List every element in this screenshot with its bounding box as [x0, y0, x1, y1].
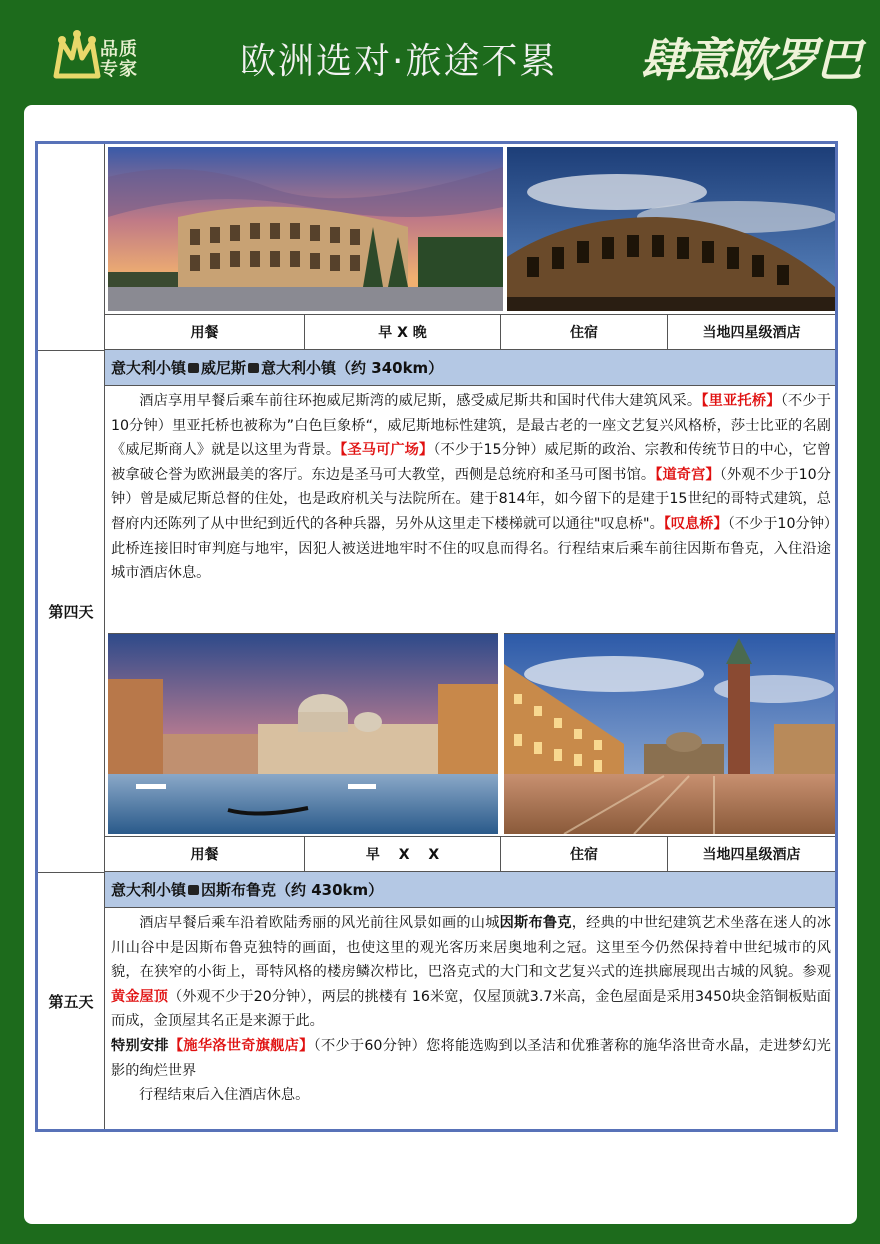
route-stop: 威尼斯 [201, 359, 247, 377]
colosseum-cloudy-photo [507, 147, 835, 311]
itinerary-table [35, 141, 838, 1132]
day3-label-cell [38, 144, 105, 350]
venice-canal-photo [108, 633, 498, 834]
meal-label: 用餐 [105, 837, 305, 871]
stay-label: 住宿 [501, 315, 668, 349]
meal-value: 早 X X [305, 837, 501, 871]
bus-icon [188, 363, 199, 373]
brand-title: 肆意欧罗巴 [640, 33, 860, 87]
route-stop: 意大利小镇 [111, 359, 187, 377]
highlight-innsbruck: 因斯布鲁克 [499, 915, 572, 931]
day4-bottom-meal-row [105, 836, 835, 872]
logo-line1: 品质 [100, 39, 138, 60]
logo-line2: 专家 [100, 59, 138, 80]
highlight-golden-roof: 黄金屋顶 [111, 988, 169, 1005]
route-stop: 意大利小镇（约 340km） [261, 359, 444, 377]
stay-value: 当地四星级酒店 [702, 325, 801, 341]
meal-value: 早 X 晚 [305, 315, 501, 349]
slogan: 欧洲选对·旅途不累 [240, 41, 558, 82]
logo-text [100, 40, 138, 80]
crown-logo-icon [52, 28, 102, 84]
special-arrangement-label: 特别安排 [111, 1037, 169, 1054]
highlight-doge-palace: 【道奇宫】 [655, 466, 720, 483]
day5-description: 酒店早餐后乘车沿着欧陆秀丽的风光前往风景如画的山城因斯布鲁克，经典的中世纪建筑艺术坐落在迷人的冰川山谷中是因斯布鲁克独特的画面，也使这里的观光客历来居奥地利之冠。这里至今仍然保持着中世纪城市的风貌，在狭窄的小街上，哥特风格的楼房鳞次栉比，巴洛克式的大门和文艺复兴式的连拱廊展现出古城的风貌。参观黄金屋顶（外观不少于20分钟），两层的挑楼有 16米宽，仅屋顶就3.7米高，金色屋面是采用3450块金箔铜板贴面而成，金顶屋其名正是来源于此。 特别安排【施华洛世奇旗舰店】（不少于60分钟）您将能选购到以圣洁和优雅著称的施华洛世奇水晶，走进梦幻光影的绚烂世界 行程结束后入住酒店休息。 [111, 915, 831, 1104]
meal-label: 用餐 [105, 315, 305, 349]
page-header [0, 0, 880, 105]
bus-icon [248, 363, 259, 373]
stay-label: 住宿 [501, 837, 668, 871]
route-stop: 意大利小镇 [111, 881, 187, 899]
bus-icon [188, 885, 199, 895]
day4-description: 酒店享用早餐后乘车前往环抱威尼斯湾的威尼斯，感受威尼斯共和国时代伟大建筑风采。【里亚托桥】（不少于10分钟）里亚托桥也被称为”白色巨象桥“，威尼斯地标性建筑，是最古老的一座文艺复兴风格桥，莎士比亚的名剧《威尼斯商人》就是以这里为背景。【圣马可广场】（不少于15分钟）威尼斯的政治、宗教和传统节日的中心，它曾被拿破仑誉为欧洲最美的客厅。东边是圣马可大教堂，西侧是总统府和圣马可图书馆。【道奇宫】（外观不少于10分钟）曾是威尼斯总督的住处，也是政府机关与法院所在。建于814年，如今留下的是建于15世纪的哥特式建筑，总督府内还陈列了从中世纪到近代的各种兵器，另外从这里走下楼梯就可以通往"叹息桥"。【叹息桥】（不少于10分钟）此桥连接旧时审判庭与地牢，因犯人被送进地牢时不住的叹息而得名。行程结束后乘车前往因斯布鲁克，入住沿途城市酒店休息。 [111, 393, 831, 582]
highlight-swarovski: 【施华洛世奇旗舰店】 [168, 1037, 314, 1054]
highlight-rialto: 【里亚托桥】 [701, 393, 781, 409]
san-marco-square-photo [504, 633, 835, 834]
day4-route [105, 350, 835, 386]
colosseum-sunset-photo [108, 147, 503, 311]
day4-top-meal-row [105, 314, 835, 350]
stay-value: 当地四星级酒店 [702, 847, 801, 863]
day4-label: 第四天 [38, 350, 105, 872]
route-stop: 因斯布鲁克（约 430km） [201, 881, 384, 899]
highlight-san-marco: 【圣马可广场】 [340, 442, 434, 459]
day5-route [105, 872, 835, 908]
day5-label: 第五天 [38, 872, 105, 1129]
brand-logo [52, 28, 182, 88]
highlight-bridge-of-sighs: 【叹息桥】 [663, 515, 728, 532]
